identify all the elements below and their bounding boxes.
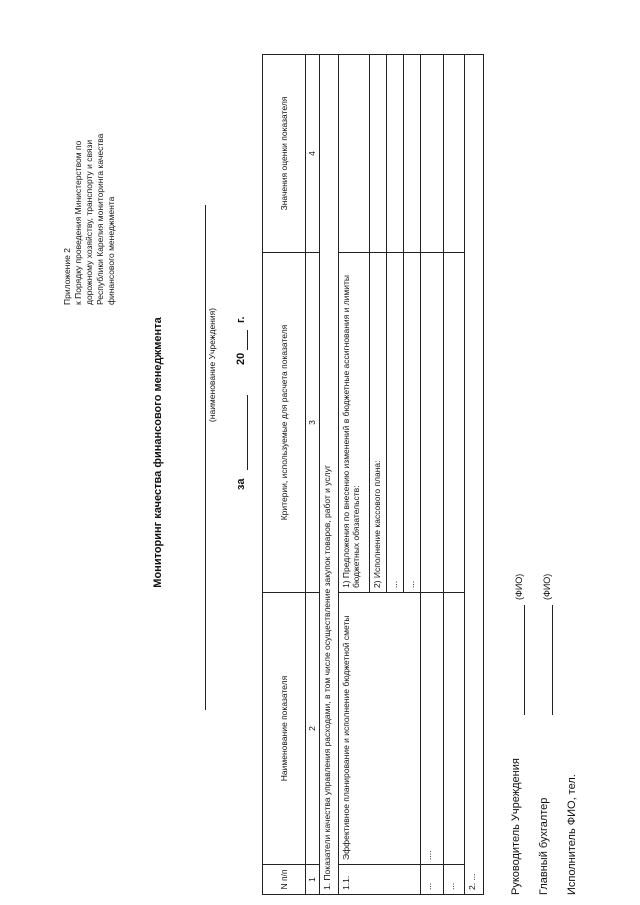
value-cell [370, 55, 387, 253]
row-number: ... [444, 865, 465, 895]
criteria-cell [444, 253, 465, 593]
signature-label: Исполнитель ФИО, тел. [566, 774, 578, 895]
header-value: Значения оценки показателя [263, 55, 306, 253]
appendix-note [62, 5, 117, 305]
appendix-line: финансового менеджмента [106, 196, 116, 305]
year-blank-line [247, 330, 248, 350]
institution-caption: (наименование Учреждения) [207, 307, 217, 423]
value-cell [387, 55, 404, 253]
row-number: ... [421, 865, 444, 895]
period-prefix: за [235, 478, 247, 490]
column-number-row [306, 55, 320, 895]
appendix-line: дорожному хозяйству, транспорту и связи [84, 139, 94, 305]
fio-caption: (ФИО) [542, 573, 552, 600]
table-row [444, 55, 465, 895]
appendix-line: к Порядку проведения Министерством по [73, 140, 83, 305]
section-row [320, 55, 339, 895]
criteria-cell: ... [404, 253, 421, 593]
fio-caption: (ФИО) [514, 573, 524, 600]
indicator-name: Эффективное планирование и исполнение бюджетной сметы [339, 593, 421, 865]
criteria-cell: ... [387, 253, 404, 593]
signature-line [524, 605, 525, 715]
col-number: 1 [306, 865, 320, 895]
period-year-prefix: 20 [235, 352, 247, 365]
signature-line [552, 605, 553, 715]
table-row [339, 55, 370, 895]
indicator-name [444, 593, 465, 865]
document-title: Мониторинг качества финансового менеджмента [152, 317, 164, 588]
signature-label: Главный бухгалтер [538, 797, 550, 895]
criteria-cell: 2) Исполнение кассового плана: [370, 253, 387, 593]
col-number: 4 [306, 55, 320, 253]
table-row [421, 55, 444, 895]
section-1-label: 1. Показатели качества управления расходами, в том числе осуществление закупок товаров, работ и услуг [320, 55, 339, 895]
period-blank-line [247, 395, 248, 470]
appendix-line: Приложение 2 [62, 248, 72, 305]
value-cell [421, 55, 444, 253]
signature-label: Руководитель Учреждения [510, 758, 522, 895]
header-name: Наименование показателя [263, 593, 306, 865]
header-num: N п/п [263, 865, 306, 895]
institution-name-line [205, 205, 206, 710]
col-number: 2 [306, 593, 320, 865]
criteria-cell [421, 253, 444, 593]
section-row [465, 55, 484, 895]
period-suffix: г. [235, 316, 247, 323]
indicator-name: .... [421, 593, 444, 865]
table-header-row [263, 55, 306, 895]
header-criteria: Критерии, используемые для расчета показателя [263, 253, 306, 593]
row-number: 1.1. [339, 865, 421, 895]
value-cell [404, 55, 421, 253]
value-cell [339, 55, 370, 253]
col-number: 3 [306, 253, 320, 593]
appendix-line: Республики Карелия мониторинга качества [95, 133, 105, 305]
value-cell [444, 55, 465, 253]
section-2-label: 2. ... [465, 55, 484, 895]
criteria-cell: 1) Предложения по внесению изменений в бюджетные ассигнования и лимиты бюджетных обязательств: [339, 253, 370, 593]
monitoring-table [262, 54, 484, 895]
